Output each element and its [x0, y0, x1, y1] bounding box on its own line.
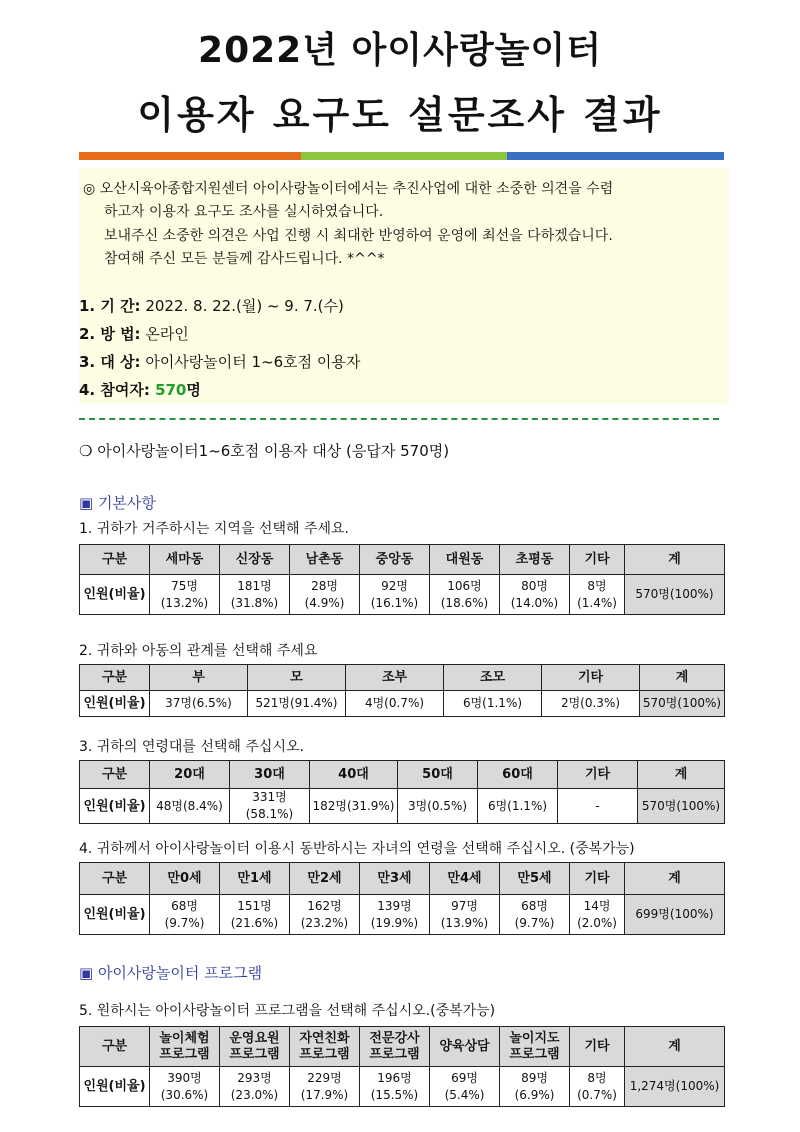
header-cell: 모 — [248, 665, 346, 691]
row-label: 인원(비율) — [80, 895, 150, 935]
cell-line: (9.7%) — [164, 915, 205, 930]
dashed-divider — [79, 418, 719, 420]
question-4: 4. 귀하께서 아이사랑놀이터 이용시 동반하시는 자녀의 연령을 선택해 주십시오. (중복가능) — [79, 841, 635, 857]
info-participants-unit: 명 — [186, 381, 201, 399]
info-target-value: 아이사랑놀이터 1~6호점 이용자 — [140, 353, 361, 371]
table-age-group — [79, 760, 725, 824]
cell-line: (19.9%) — [370, 915, 419, 930]
cell-line: 68명 — [521, 898, 548, 913]
header-cell: 구분 — [80, 545, 150, 575]
cell-line: (21.6%) — [230, 915, 279, 930]
table-relationship — [79, 664, 725, 717]
header-cell: 계 — [625, 863, 725, 895]
cell-line: 운영요원 — [229, 1030, 280, 1046]
header-cell — [500, 1027, 570, 1067]
table-header-row — [80, 863, 725, 895]
data-cell: 521명(91.4%) — [248, 691, 346, 717]
header-cell: 양육상담 — [430, 1027, 500, 1067]
question-3: 3. 귀하의 연령대를 선택해 주십시오. — [79, 739, 304, 755]
cell-line: 68명 — [171, 898, 198, 913]
notice-line-2: 하고자 이용자 요구도 조사를 실시하였습니다. — [104, 204, 384, 220]
header-cell: 구분 — [80, 1027, 150, 1067]
header-cell: 기타 — [558, 761, 638, 789]
table-row — [80, 575, 725, 615]
header-cell: 구분 — [80, 761, 150, 789]
data-cell — [150, 895, 220, 935]
data-cell — [150, 1067, 220, 1107]
row-label: 인원(비율) — [80, 1067, 150, 1107]
table-row — [80, 789, 725, 824]
header-cell: 대원동 — [430, 545, 500, 575]
total-cell: 570명(100%) — [638, 789, 725, 824]
cell-line: 69명 — [451, 1070, 478, 1085]
data-cell — [500, 575, 570, 615]
header-cell: 기타 — [570, 1027, 625, 1067]
cell-line: 293명 — [237, 1070, 272, 1085]
cell-line: (23.2%) — [300, 915, 349, 930]
data-cell: 48명(8.4%) — [150, 789, 230, 824]
info-participants-count: 570 — [155, 381, 187, 399]
header-cell: 신장동 — [220, 545, 290, 575]
cell-line: 프로그램 — [369, 1046, 420, 1062]
cell-line: (0.7%) — [577, 1087, 617, 1102]
info-participants — [79, 379, 201, 400]
header-cell: 30대 — [230, 761, 310, 789]
info-target — [79, 351, 360, 372]
header-cell: 기타 — [570, 545, 625, 575]
data-cell — [290, 1067, 360, 1107]
cell-line: 놀이체험 — [159, 1030, 210, 1046]
data-cell — [570, 575, 625, 615]
total-cell: 570명(100%) — [625, 575, 725, 615]
cell-line: 자연친화 — [299, 1030, 350, 1046]
header-cell: 기타 — [570, 863, 625, 895]
header-cell: 만0세 — [150, 863, 220, 895]
data-cell: 331명(58.1%) — [230, 789, 310, 824]
cell-line: (14.0%) — [510, 595, 559, 610]
cell-line: (13.2%) — [160, 595, 209, 610]
header-cell: 만1세 — [220, 863, 290, 895]
header-cell: 남촌동 — [290, 545, 360, 575]
data-cell — [500, 1067, 570, 1107]
cell-line: 151명 — [237, 898, 272, 913]
header-cell: 50대 — [398, 761, 478, 789]
table-child-age — [79, 862, 725, 935]
data-cell: 6명(1.1%) — [444, 691, 542, 717]
cell-line: (1.4%) — [577, 595, 617, 610]
info-participants-label: 4. 참여자: — [79, 381, 150, 399]
cell-line: 프로그램 — [159, 1046, 210, 1062]
header-cell: 구분 — [80, 863, 150, 895]
cell-line: 196명 — [377, 1070, 412, 1085]
data-cell — [220, 575, 290, 615]
cell-line: 390명 — [167, 1070, 202, 1085]
divider-orange — [79, 152, 301, 160]
info-method-label: 2. 방 법: — [79, 325, 141, 343]
table-header-row — [80, 545, 725, 575]
notice-box — [79, 168, 729, 404]
table-header-row — [80, 761, 725, 789]
cell-line: 162명 — [307, 898, 342, 913]
cell-line: (5.4%) — [444, 1087, 485, 1102]
data-cell — [430, 1067, 500, 1107]
cell-line: 전문강사 — [369, 1030, 420, 1046]
row-label: 인원(비율) — [80, 789, 150, 824]
info-target-label: 3. 대 상: — [79, 353, 141, 371]
cell-line: 97명 — [451, 898, 478, 913]
title-line-1: 2022년 아이사랑놀이터 — [198, 30, 602, 71]
color-divider — [79, 152, 724, 160]
cell-line: (4.9%) — [304, 595, 345, 610]
table-residence — [79, 544, 725, 615]
table-program — [79, 1026, 725, 1107]
header-cell: 세마동 — [150, 545, 220, 575]
total-cell: 699명(100%) — [625, 895, 725, 935]
notice-line-1: ◎ 오산시육아종합지원센터 아이사랑놀이터에서는 추진사업에 대한 소중한 의견을 수렴 — [83, 181, 614, 197]
data-cell — [360, 575, 430, 615]
cell-line: (18.6%) — [440, 595, 489, 610]
header-cell: 만4세 — [430, 863, 500, 895]
table-row — [80, 1067, 725, 1107]
data-cell — [220, 895, 290, 935]
data-cell — [220, 1067, 290, 1107]
cell-line: 놀이지도 — [509, 1030, 560, 1046]
cell-line: 106명 — [447, 578, 482, 593]
cell-line: 80명 — [521, 578, 548, 593]
data-cell: 182명(31.9%) — [310, 789, 398, 824]
cell-line: (23.0%) — [230, 1087, 279, 1102]
data-cell: 2명(0.3%) — [542, 691, 640, 717]
question-1: 1. 귀하가 거주하시는 지역을 선택해 주세요. — [79, 521, 349, 537]
cell-line: 75명 — [171, 578, 198, 593]
data-cell — [290, 575, 360, 615]
header-cell: 구분 — [80, 665, 150, 691]
header-cell: 부 — [150, 665, 248, 691]
table-header-row — [80, 665, 725, 691]
data-cell: 4명(0.7%) — [346, 691, 444, 717]
cell-line: 8명 — [587, 1070, 607, 1085]
notice-line-4: 참여해 주신 모든 분들께 감사드립니다. *^^* — [104, 251, 385, 267]
section-program: ▣ 아이사랑놀이터 프로그램 — [79, 964, 263, 982]
data-cell: 37명(6.5%) — [150, 691, 248, 717]
header-cell: 중앙동 — [360, 545, 430, 575]
cell-line: 프로그램 — [509, 1046, 560, 1062]
cell-line: 프로그램 — [299, 1046, 350, 1062]
cell-line: 프로그램 — [229, 1046, 280, 1062]
header-cell — [220, 1027, 290, 1067]
target-line: ❍ 아이사랑놀이터1~6호점 이용자 대상 (응답자 570명) — [79, 442, 450, 460]
table-row — [80, 895, 725, 935]
header-cell: 계 — [640, 665, 725, 691]
question-5: 5. 원하시는 아이사랑놀이터 프로그램을 선택해 주십시오.(중복가능) — [79, 1003, 496, 1019]
table-header-row — [80, 1027, 725, 1067]
data-cell — [430, 895, 500, 935]
header-cell: 계 — [638, 761, 725, 789]
cell-line: 229명 — [307, 1070, 342, 1085]
info-period-label: 1. 기 간: — [79, 297, 141, 315]
cell-line: 14명 — [583, 898, 611, 913]
header-cell: 20대 — [150, 761, 230, 789]
header-cell: 조모 — [444, 665, 542, 691]
cell-line: (31.8%) — [230, 595, 279, 610]
table-row — [80, 691, 725, 717]
header-cell: 계 — [625, 545, 725, 575]
cell-line: (2.0%) — [577, 915, 617, 930]
header-cell — [360, 1027, 430, 1067]
header-cell — [290, 1027, 360, 1067]
notice-line-3: 보내주신 소중한 의견은 사업 진행 시 최대한 반영하여 운영에 최선을 다하겠습니다. — [104, 228, 613, 244]
total-cell: 1,274명(100%) — [625, 1067, 725, 1107]
cell-line: (17.9%) — [300, 1087, 349, 1102]
header-cell: 조부 — [346, 665, 444, 691]
header-cell — [150, 1027, 220, 1067]
row-label: 인원(비율) — [80, 691, 150, 717]
data-cell — [430, 575, 500, 615]
header-cell: 초평동 — [500, 545, 570, 575]
header-cell: 40대 — [310, 761, 398, 789]
divider-blue — [507, 152, 724, 160]
data-cell — [570, 895, 625, 935]
cell-line: (6.9%) — [514, 1087, 555, 1102]
header-cell: 기타 — [542, 665, 640, 691]
cell-line: (16.1%) — [370, 595, 419, 610]
info-period — [79, 295, 344, 316]
cell-line: 89명 — [521, 1070, 548, 1085]
data-cell — [360, 895, 430, 935]
cell-line: 92명 — [381, 578, 408, 593]
title-line-2: 이용자 요구도 설문조사 결과 — [137, 93, 663, 137]
info-method — [79, 323, 189, 344]
data-cell — [500, 895, 570, 935]
header-cell: 60대 — [478, 761, 558, 789]
cell-line: (13.9%) — [440, 915, 489, 930]
cell-line: 28명 — [311, 578, 338, 593]
cell-line: (9.7%) — [514, 915, 555, 930]
info-period-value: 2022. 8. 22.(월) ~ 9. 7.(수) — [140, 297, 344, 315]
data-cell: 6명(1.1%) — [478, 789, 558, 824]
data-cell — [290, 895, 360, 935]
info-method-value: 온라인 — [140, 325, 189, 343]
data-cell — [150, 575, 220, 615]
row-label: 인원(비율) — [80, 575, 150, 615]
question-2: 2. 귀하와 아동의 관계를 선택해 주세요 — [79, 643, 318, 659]
cell-line: 139명 — [377, 898, 412, 913]
header-cell: 만3세 — [360, 863, 430, 895]
data-cell — [570, 1067, 625, 1107]
header-cell: 계 — [625, 1027, 725, 1067]
data-cell — [360, 1067, 430, 1107]
divider-green — [301, 152, 507, 160]
data-cell: 3명(0.5%) — [398, 789, 478, 824]
cell-line: 181명 — [237, 578, 272, 593]
total-cell: 570명(100%) — [640, 691, 725, 717]
cell-line: 8명 — [587, 578, 607, 593]
data-cell: - — [558, 789, 638, 824]
header-cell: 만5세 — [500, 863, 570, 895]
header-cell: 만2세 — [290, 863, 360, 895]
cell-line: (15.5%) — [370, 1087, 419, 1102]
cell-line: (30.6%) — [160, 1087, 209, 1102]
section-basic: ▣ 기본사항 — [79, 494, 156, 512]
